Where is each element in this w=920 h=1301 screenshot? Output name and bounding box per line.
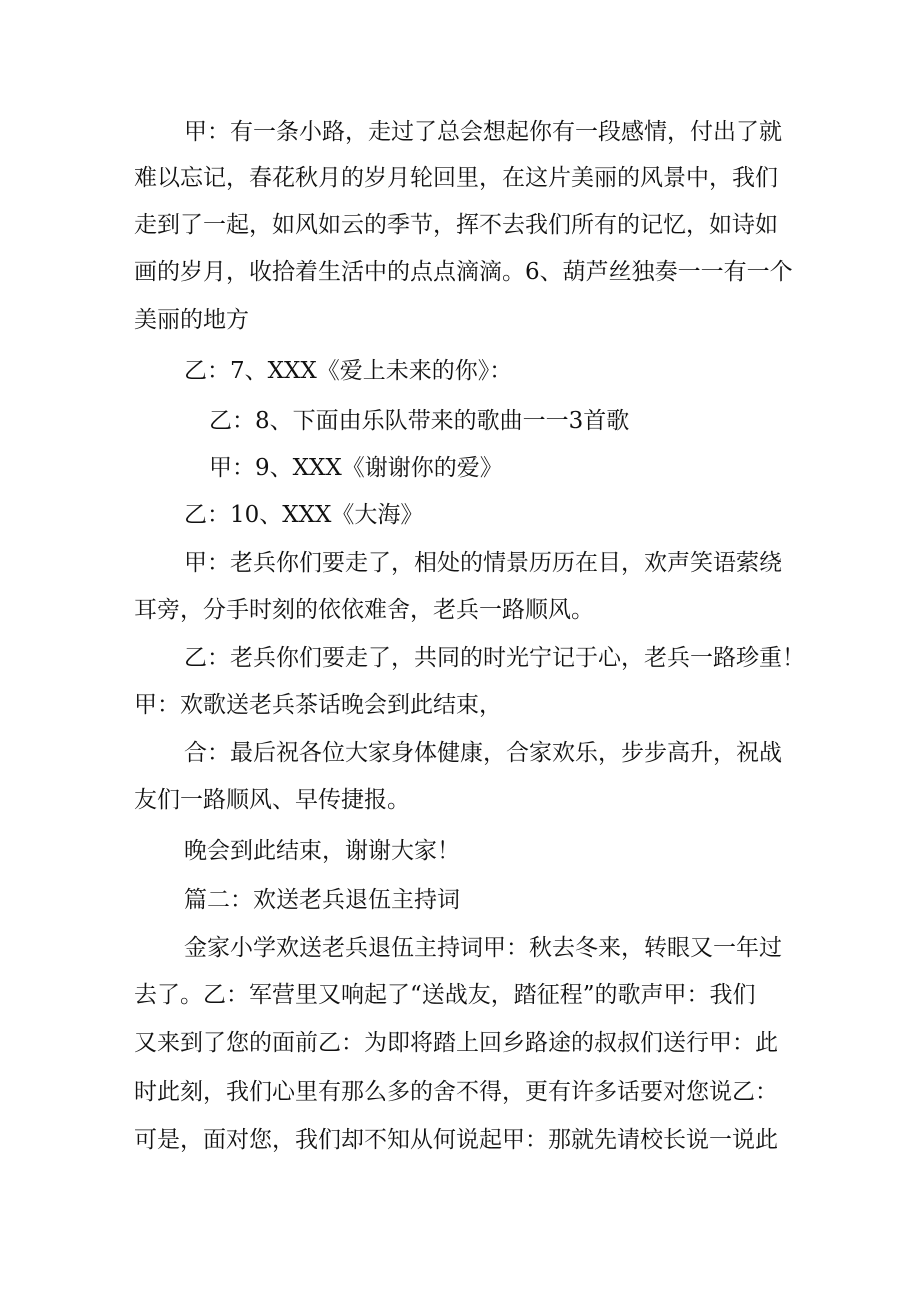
text-line: 金家小学欢送老兵退伍主持词甲：秋去冬来，转眼又一年过 (184, 935, 782, 961)
text-line: 美丽的地方 (134, 307, 249, 333)
text-line: 画的岁月，收拾着生活中的点点滴滴。6、葫芦丝独奏一一有一个 (134, 259, 793, 285)
text-line: 篇二：欢送老兵退伍主持词 (184, 887, 460, 913)
text-line: 友们一路顺风、早传捷报。 (134, 787, 410, 813)
text-line: 甲：有一条小路，走过了总会想起你有一段感情，付出了就 (184, 119, 782, 145)
text-line: 可是，面对您，我们却不知从何说起甲：那就先请校长说一说此 (134, 1127, 778, 1153)
text-line: 甲：老兵你们要走了，相处的情景历历在目，欢声笑语萦绕 (184, 550, 782, 576)
text-line: 时此刻，我们心里有那么多的舍不得，更有许多话要对您说乙： (134, 1079, 778, 1105)
text-line: 甲：欢歌送老兵茶话晚会到此结束， (134, 692, 502, 718)
text-line: 乙：老兵你们要走了，共同的时光宁记于心，老兵一路珍重！ (184, 645, 805, 671)
text-line: 乙：7、XXX《爱上未来的你》： (184, 358, 513, 384)
text-line: 乙：10、XXX《大海》 (184, 502, 424, 528)
text-line: 合：最后祝各位大家身体健康，合家欢乐，步步高升，祝战 (184, 740, 782, 766)
text-line: 晚会到此结束，谢谢大家！ (184, 838, 460, 864)
text-line: 走到了一起，如风如云的季节，挥不去我们所有的记忆，如诗如 (134, 212, 778, 238)
text-line: 甲：9、XXX《谢谢你的爱》 (209, 455, 503, 481)
text-line: 耳旁，分手时刻的依依难舍，老兵一路顺风。 (134, 597, 594, 623)
text-line: 难以忘记，春花秋月的岁月轮回里，在这片美丽的风景中，我们 (134, 165, 778, 191)
text-line: 乙：8、下面由乐队带来的歌曲一一3首歌 (209, 408, 630, 434)
text-line: 去了。乙：军营里又响起了“送战友，踏征程”的歌声甲：我们 (134, 982, 756, 1008)
text-line: 又来到了您的面前乙：为即将踏上回乡路途的叔叔们送行甲：此 (134, 1030, 778, 1056)
